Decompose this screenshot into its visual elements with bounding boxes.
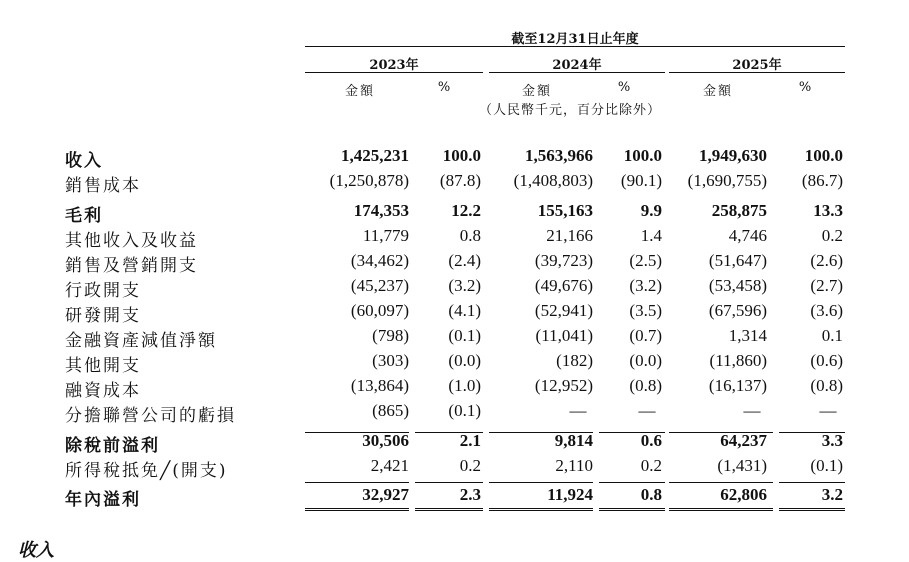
cell-percent-2024: (90.1) — [620, 171, 662, 190]
rule-subtotal-2024-pct — [599, 432, 665, 433]
cell-percent-2025: 100.0 — [804, 146, 843, 165]
cell-percent-2024: — — [638, 401, 656, 420]
cell-amount-2025: (51,647) — [708, 251, 767, 270]
cell-amount-2024: (52,941) — [534, 301, 593, 320]
cell-amount-2023: 2,421 — [370, 456, 409, 475]
cell-amount-2023: (865) — [372, 401, 409, 420]
cell-amount-2024: 1,563,966 — [525, 146, 593, 165]
cell-amount-2023: (60,097) — [350, 301, 409, 320]
amount-label-2023: 金額 — [344, 84, 375, 99]
cell-amount-2025: 62,806 — [720, 485, 767, 504]
table-row — [0, 301, 909, 325]
cell-amount-2025: 258,875 — [711, 201, 767, 220]
percent-label-2025: % — [798, 80, 814, 95]
table-row — [0, 376, 909, 400]
rule-subtotal-2025-pct — [779, 432, 845, 433]
cell-percent-2025: 3.3 — [821, 431, 843, 450]
year-2024: 2024年 — [552, 58, 602, 73]
rule-total-top-2024-amt — [489, 482, 593, 483]
cell-amount-2024: 155,163 — [537, 201, 593, 220]
table-row — [0, 326, 909, 350]
rule-total-top-2025-pct — [779, 482, 845, 483]
rule-total-top-2024-pct — [599, 482, 665, 483]
cell-percent-2024: 9.9 — [640, 201, 662, 220]
cell-percent-2025: (3.6) — [810, 301, 843, 320]
period-title: 截至12月31日止年度 — [511, 32, 639, 47]
table-row — [0, 431, 909, 455]
row-label: 收入 — [65, 151, 103, 171]
cell-amount-2025: (16,137) — [708, 376, 767, 395]
table-row — [0, 146, 909, 170]
row-label: 年內溢利 — [65, 490, 141, 510]
cell-amount-2023: 30,506 — [362, 431, 409, 450]
cell-percent-2023: 0.8 — [459, 226, 481, 245]
rule-total-double-2024-pct — [599, 508, 665, 511]
header-rule-top — [305, 46, 845, 47]
cell-percent-2024: (2.5) — [629, 251, 662, 270]
rule-total-top-2023-pct — [415, 482, 483, 483]
cell-percent-2023: (2.4) — [448, 251, 481, 270]
cell-percent-2023: 100.0 — [442, 146, 481, 165]
table-row — [0, 251, 909, 275]
cell-percent-2023: (4.1) — [448, 301, 481, 320]
cell-percent-2025: 13.3 — [813, 201, 843, 220]
row-label: 銷售及營銷開支 — [65, 256, 198, 276]
cell-percent-2025: 0.2 — [821, 226, 843, 245]
cell-amount-2025: 64,237 — [720, 431, 767, 450]
row-label: 其他開支 — [65, 356, 141, 376]
cell-amount-2023: 1,425,231 — [341, 146, 409, 165]
cell-amount-2023: (13,864) — [350, 376, 409, 395]
row-label: 行政開支 — [65, 281, 141, 301]
rule-subtotal-2023-pct — [415, 432, 483, 433]
cell-amount-2023: 32,927 — [362, 485, 409, 504]
rule-total-double-2023-pct — [415, 508, 483, 511]
row-label: 毛利 — [65, 206, 103, 226]
row-label: 銷售成本 — [65, 176, 141, 196]
cell-amount-2024: 9,814 — [554, 431, 593, 450]
cell-percent-2025: (0.1) — [810, 456, 843, 475]
cell-percent-2024: 100.0 — [623, 146, 662, 165]
cell-percent-2023: (3.2) — [448, 276, 481, 295]
cell-amount-2025: (1,431) — [717, 456, 767, 475]
row-label: 分擔聯營公司的虧損 — [65, 406, 236, 426]
cell-percent-2025: (2.6) — [810, 251, 843, 270]
year-rule-2023 — [305, 72, 483, 73]
cell-amount-2024: 11,924 — [547, 485, 593, 504]
year-rule-2024 — [489, 72, 665, 73]
cell-percent-2023: 2.1 — [459, 431, 481, 450]
cell-amount-2025: 1,314 — [728, 326, 767, 345]
cell-amount-2025: 1,949,630 — [699, 146, 767, 165]
cell-percent-2025: 0.1 — [821, 326, 843, 345]
cell-amount-2024: (1,408,803) — [513, 171, 593, 190]
unit-note: （人民幣千元，百分比除外） — [478, 103, 661, 118]
table-row — [0, 226, 909, 250]
cell-amount-2023: (798) — [372, 326, 409, 345]
cell-percent-2024: (0.0) — [629, 351, 662, 370]
cell-amount-2023: (303) — [372, 351, 409, 370]
cell-amount-2023: 11,779 — [362, 226, 409, 245]
cell-percent-2024: (0.8) — [629, 376, 662, 395]
cell-amount-2024: 2,110 — [555, 456, 593, 475]
rule-total-double-2024-amt — [489, 508, 593, 511]
cell-percent-2023: (87.8) — [439, 171, 481, 190]
percent-label-2023: % — [437, 80, 453, 95]
section-heading-revenue: 收入 — [18, 540, 54, 561]
cell-amount-2024: (12,952) — [534, 376, 593, 395]
table-row — [0, 401, 909, 425]
cell-amount-2023: 174,353 — [353, 201, 409, 220]
rule-subtotal-2023-amt — [305, 432, 409, 433]
cell-amount-2025: (11,860) — [709, 351, 767, 370]
rule-total-double-2023-amt — [305, 508, 409, 511]
cell-percent-2024: 0.2 — [640, 456, 662, 475]
cell-amount-2023: (34,462) — [350, 251, 409, 270]
cell-percent-2025: — — [819, 401, 837, 420]
cell-percent-2025: (2.7) — [810, 276, 843, 295]
cell-amount-2025: (1,690,755) — [687, 171, 767, 190]
cell-percent-2023: 0.2 — [459, 456, 481, 475]
row-label: 除稅前溢利 — [65, 436, 160, 456]
cell-percent-2023: (0.1) — [448, 401, 481, 420]
cell-amount-2024: (11,041) — [535, 326, 593, 345]
row-label: 融資成本 — [65, 381, 141, 401]
cell-percent-2025: (86.7) — [801, 171, 843, 190]
cell-percent-2023: 12.2 — [451, 201, 481, 220]
cell-percent-2023: (0.1) — [448, 326, 481, 345]
cell-percent-2023: (1.0) — [448, 376, 481, 395]
year-2025: 2025年 — [732, 58, 782, 73]
rule-total-double-2025-pct — [779, 508, 845, 511]
cell-percent-2023: 2.3 — [459, 485, 481, 504]
rule-subtotal-2024-amt — [489, 432, 593, 433]
table-row — [0, 485, 909, 509]
cell-percent-2023: (0.0) — [448, 351, 481, 370]
cell-percent-2024: 0.6 — [640, 431, 662, 450]
cell-amount-2024: (39,723) — [534, 251, 593, 270]
amount-label-2025: 金額 — [702, 84, 733, 99]
percent-label-2024: % — [617, 80, 633, 95]
cell-percent-2024: (3.5) — [629, 301, 662, 320]
cell-percent-2024: 1.4 — [640, 226, 662, 245]
table-row — [0, 456, 909, 480]
cell-percent-2024: (3.2) — [629, 276, 662, 295]
cell-percent-2024: (0.7) — [629, 326, 662, 345]
cell-percent-2024: 0.8 — [640, 485, 662, 504]
rule-total-double-2025-amt — [669, 508, 773, 511]
cell-amount-2025: — — [743, 401, 761, 420]
year-rule-2025 — [669, 72, 845, 73]
row-label: 其他收入及收益 — [65, 231, 198, 251]
cell-amount-2023: (45,237) — [350, 276, 409, 295]
cell-amount-2023: (1,250,878) — [329, 171, 409, 190]
year-2023: 2023年 — [369, 58, 419, 73]
cell-percent-2025: 3.2 — [821, 485, 843, 504]
rule-subtotal-2025-amt — [669, 432, 773, 433]
cell-amount-2024: (182) — [556, 351, 593, 370]
row-label: 研發開支 — [65, 306, 141, 326]
cell-amount-2025: (53,458) — [708, 276, 767, 295]
table-row — [0, 351, 909, 375]
cell-amount-2025: (67,596) — [708, 301, 767, 320]
cell-percent-2025: (0.8) — [810, 376, 843, 395]
amount-label-2024: 金額 — [521, 84, 552, 99]
row-label: 所得稅抵免╱(開支) — [65, 461, 228, 481]
cell-amount-2025: 4,746 — [728, 226, 767, 245]
table-row — [0, 276, 909, 300]
row-label: 金融資產減值淨額 — [65, 331, 217, 351]
cell-amount-2024: — — [569, 401, 587, 420]
cell-amount-2024: (49,676) — [534, 276, 593, 295]
table-row — [0, 201, 909, 225]
rule-total-top-2025-amt — [669, 482, 773, 483]
cell-amount-2024: 21,166 — [546, 226, 593, 245]
cell-percent-2025: (0.6) — [810, 351, 843, 370]
rule-total-top-2023-amt — [305, 482, 409, 483]
table-row — [0, 171, 909, 195]
